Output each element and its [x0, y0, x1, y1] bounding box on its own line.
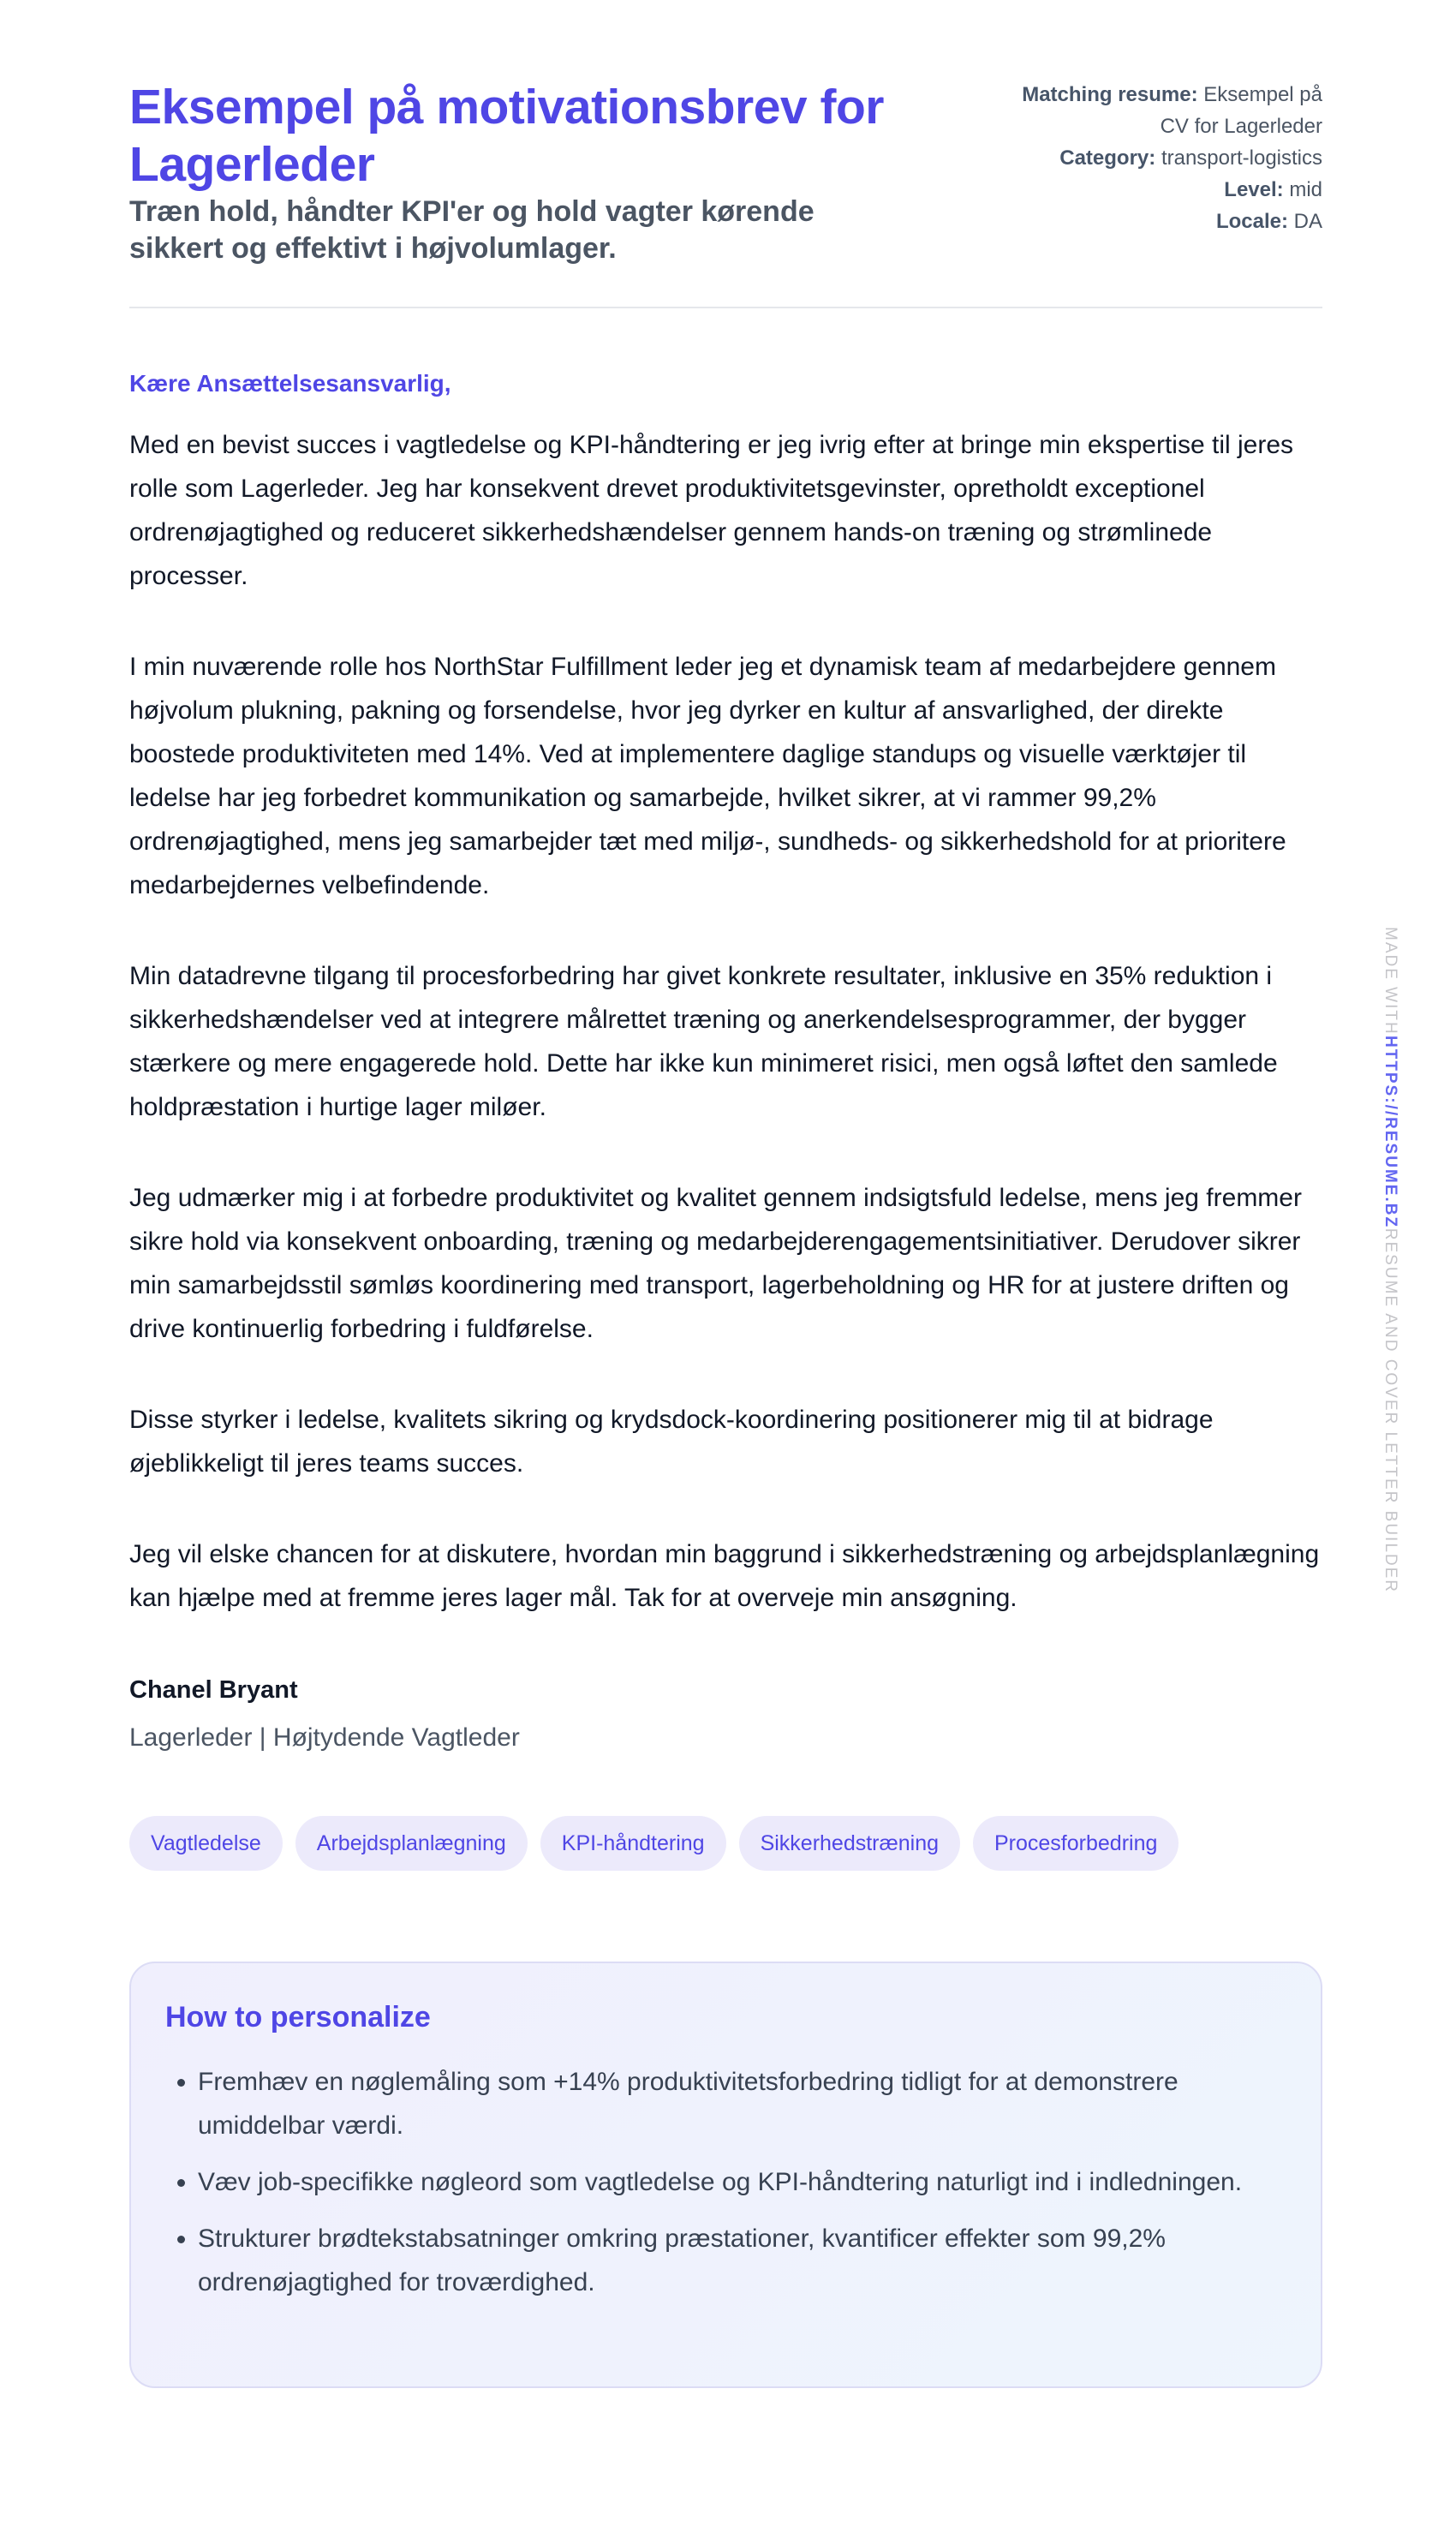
skill-tag: Vagtledelse [129, 1816, 283, 1871]
skill-tag: Sikkerhedstræning [739, 1816, 960, 1871]
meta-value: transport-logistics [1161, 146, 1322, 170]
meta-label: Locale: [1215, 210, 1288, 233]
signature-title: Lagerleder | Højtydende Vagtleder [129, 1723, 520, 1752]
page-title: Eksempel på motivationsbrev for Lagerleder [129, 80, 884, 192]
skill-tag: Arbejdsplanlægning [295, 1816, 528, 1871]
cover-letter-page [129, 0, 1322, 2388]
skill-tag: Procesforbedring [973, 1816, 1179, 1871]
paragraph: Disse styrker i ledelse, kvalitets sikring og krydsdock-koordinering positionerer mig til at bidrage øjeblikkeligt til jeres teams succes. [129, 1406, 1214, 1478]
title-block [129, 79, 934, 267]
skill-tag: KPI-håndtering [540, 1816, 726, 1871]
greeting: Kære Ansættelsesansvarlig, [129, 370, 451, 397]
tip-item: • Væv job-specifikke nøgleord som vagtledelse og KPI-håndtering naturligt ind i indledningen. [198, 2160, 1286, 2204]
meta-matching-resume [997, 79, 1322, 142]
meta-info [997, 79, 1322, 267]
watermark-link[interactable]: HTTPS://RESUME.BZ [1381, 1035, 1399, 1228]
signature-name: Chanel Bryant [129, 1676, 298, 1704]
meta-locale [997, 206, 1322, 237]
meta-value: Eksempel på CV for Lagerleder [1160, 83, 1322, 138]
meta-level [997, 174, 1322, 206]
paragraph: I min nuværende rolle hos NorthStar Fulfillment leder jeg et dynamisk team af medarbejdere gennem højvolum plukning, pakning og forsendelse, hvor jeg dyrker en kultur af ansvarlighed, der direkte boostede produktiviteten med 14%. Ved at implementere daglige standups og visuelle værktøjer til ledelse har jeg forbedret kommunikation og samarbejde, hvilket sikrer, at vi rammer 99,2% ordrenøjagtighed, mens jeg samarbejder tæt med miljø-, sundheds- og sikkerhedshold for at prioritere medarbejdernes velbefindende. [129, 653, 1286, 899]
watermark [1381, 927, 1399, 1593]
page-subtitle: Træn hold, håndter KPI'er og hold vagter kørende sikkert og effektivt i højvolumlager. [129, 195, 815, 265]
meta-label: Level: [1224, 178, 1284, 201]
tip-item: • Strukturer brødtekstabsatninger omkring præstationer, kvantificer effekter som 99,2% ordrenøjagtighed for troværdighed. [198, 2217, 1286, 2304]
meta-category [997, 142, 1322, 174]
personalize-tips [165, 2060, 1286, 2304]
paragraph: Jeg vil elske chancen for at diskutere, hvordan min baggrund i sikkerhedstræning og arbejdsplanlægning kan hjælpe med at fremme jeres lager mål. Tak for at overveje min ansøgning. [129, 1540, 1320, 1612]
header [129, 0, 1322, 308]
personalize-heading: How to personalize [165, 2001, 431, 2033]
watermark-suffix: RESUME AND COVER LETTER BUILDER [1381, 1227, 1399, 1594]
tip-item: • Fremhæv en nøglemåling som +14% produktivitetsforbedring tidligt for at demonstrere umiddelbar værdi. [198, 2060, 1286, 2147]
meta-label: Matching resume: [1022, 83, 1198, 106]
letter-body [129, 423, 1322, 1620]
paragraph: Jeg udmærker mig i at forbedre produktivitet og kvalitet gennem indsigtsfuld ledelse, mens jeg fremmer sikre hold via konsekvent onboarding, træning og medarbejderengagementsinitiativer. Derudover sikrer min samarbejdsstil sømløs koordinering med transport, lagerbeholdning og HR for at justere driften og drive kontinuerlig forbedring i fuldførelse. [129, 1184, 1302, 1343]
paragraph: Min datadrevne tilgang til procesforbedring har givet konkrete resultater, inklusive en 35% reduktion i sikkerhedshændelser ved at integrere målrettet træning og anerkendelsesprogrammer, der bygger stærkere og mere engagerede hold. Dette har ikke kun minimeret risici, men også løftet den samlede holdpræstation i hurtige lager miløer. [129, 962, 1278, 1121]
paragraph: Med en bevist succes i vagtledelse og KPI-håndtering er jeg ivrig efter at bringe min ekspertise til jeres rolle som Lagerleder. Jeg har konsekvent drevet produktivitetsgevinster, opretholdt exceptionel ordrenøjagtighed og reduceret sikkerhedshændelser gennem hands-on træning og strømlinede processer. [129, 431, 1294, 590]
meta-value: DA [1293, 210, 1322, 233]
meta-value: mid [1289, 178, 1322, 201]
skill-tags [129, 1816, 1322, 1871]
watermark-prefix: MADE WITH [1381, 927, 1399, 1036]
personalize-box [129, 1962, 1322, 2388]
meta-label: Category: [1059, 146, 1156, 170]
